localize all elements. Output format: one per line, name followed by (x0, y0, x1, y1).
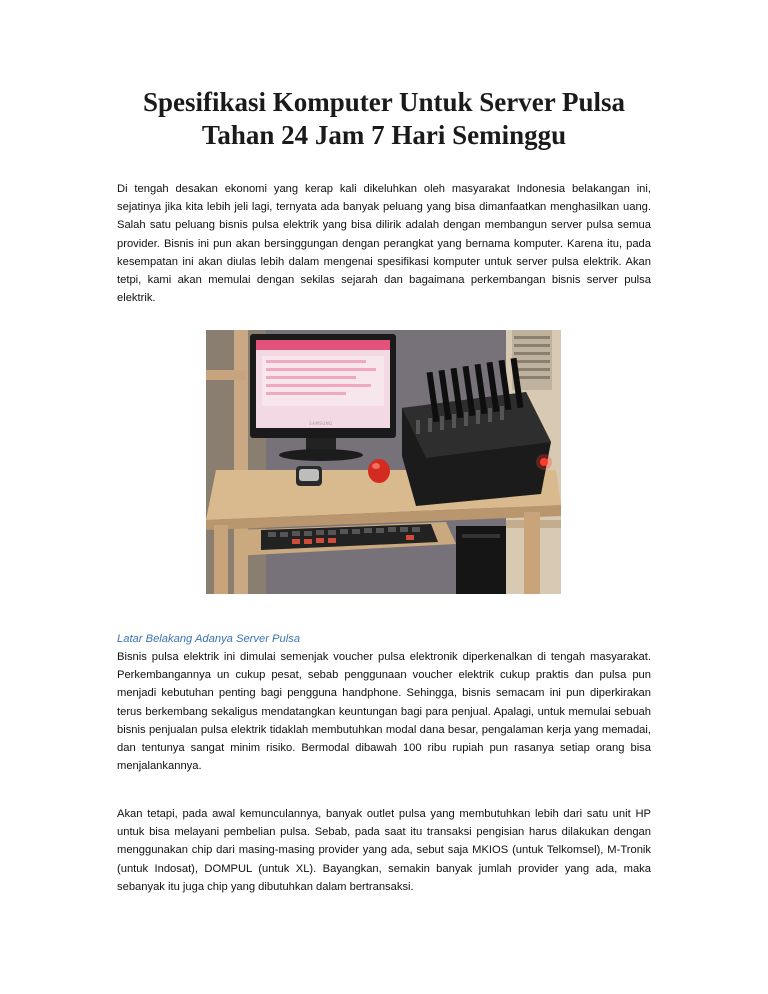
intro-paragraph: Di tengah desakan ekonomi yang kerap kali dikeluhkan oleh masyarakat Indonesia belakangan ini, sejatinya jika kita lebih jeli lagi, ternyata ada banyak peluang yang bisa dimanfaatkan menghasilkan uang. Salah satu peluang bisnis pulsa elektrik yang bisa dilirik adalah dengan membangun server pulsa semua provider. Bisnis ini pun akan bersinggungan dengan perangkat yang bernama komputer. Karena itu, pada kesempatan ini akan diulas lebih dalam mengenai spesifikasi komputer untuk server pulsa elektrik. Akan tetpi, kami akan memulai dengan sekilas sejarah dan bagaimana perkembangan bisnis server pulsa elektrik. (117, 183, 651, 305)
page-title (100, 86, 668, 152)
section-heading: Latar Belakang Adanya Server Pulsa (117, 633, 301, 645)
background-paragraph: Bisnis pulsa elektrik ini dimulai semenjak voucher pulsa elektronik diperkenalkan di tengah masyarakat. Perkembangannya un cukup pesat, sebab penggunaan voucher elektrik cukup praktis dan pulsa pun menjadi kebutuhan penting bagi pengguna handphone. Sehingga, bisnis semacam ini pun diperkirakan terus berkembang sekaligus mendatangkan keuntungan bagi para penjual. Apalagi, untuk memulai sebuah bisnis penjualan pulsa elektrik tidaklah membutuhkan modal dana besar, pengalaman kerja yang memadai, dan tentunya sangat minim risiko. Bermodal dibawah 100 ribu rupiah pun rasanya setiap orang bisa menjalankannya. (117, 651, 651, 773)
server-pulsa-photo (206, 330, 561, 594)
history-paragraph: Akan tetapi, pada awal kemunculannya, banyak outlet pulsa yang membutuhkan lebih dari satu unit HP untuk bisa melayani pembelian pulsa. Sebab, pada saat itu transaksi pengisian harus dilakukan dengan menggunakan chip dari masing-masing provider yang ada, sebut saja MKIOS (untuk Telkomsel), M-Tronik (untuk Indosat), DOMPUL (untuk XL). Bayangkan, semakin banyak jumlah provider yang ada, maka sebanyak itu juga chip yang dibutuhkan dalam bertransaksi. (117, 808, 651, 893)
title-line-1: Spesifikasi Komputer Untuk Server Pulsa (142, 87, 626, 117)
monitor-brand-label: SAMSUNG (309, 421, 333, 426)
title-line-2: Tahan 24 Jam 7 Hari Seminggu (201, 120, 567, 150)
